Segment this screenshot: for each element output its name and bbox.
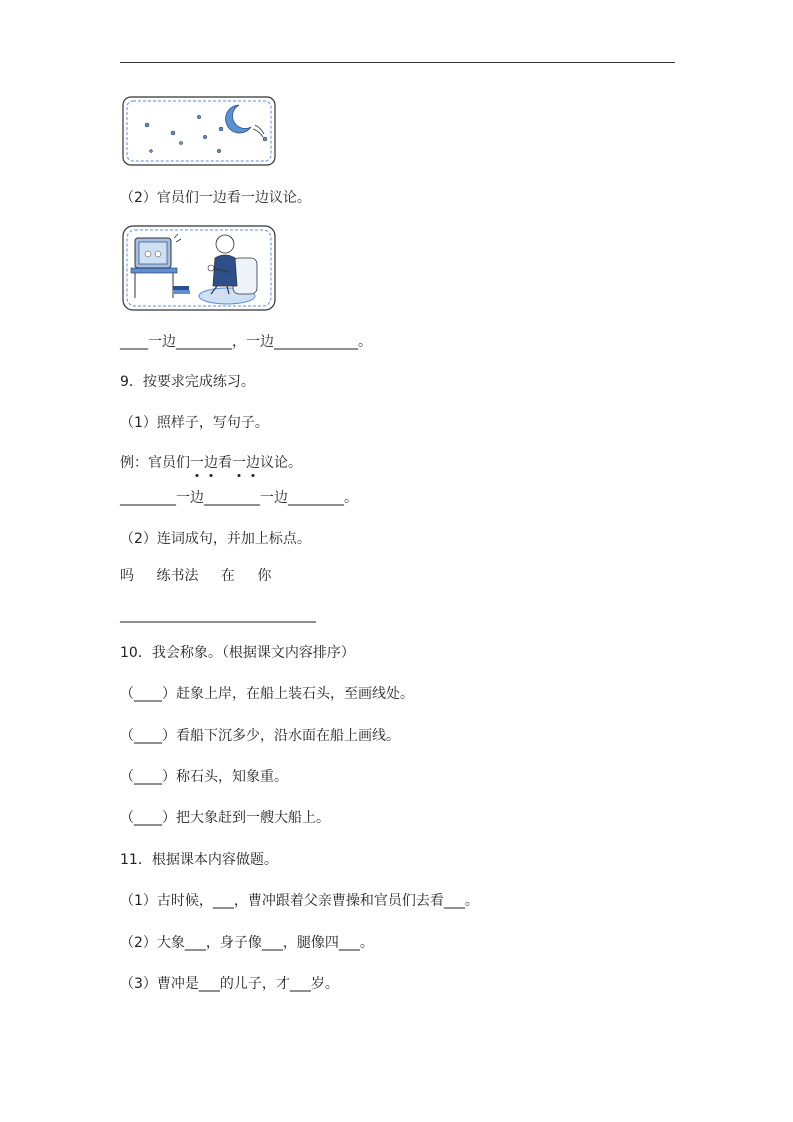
q10-title: 10．我会称象。（根据课文内容排序） bbox=[120, 645, 355, 661]
q11-item: （3）曹冲是___的儿子，才___岁。 bbox=[120, 976, 339, 992]
q11-title: 11．根据课本内容做题。 bbox=[120, 852, 278, 868]
q9-sub2: （2）连词成句，并加上标点。 bbox=[120, 531, 311, 547]
q9-fill-line: ________一边________一边________。 bbox=[120, 490, 358, 506]
knitting-watching-tv-illustration bbox=[121, 224, 277, 316]
example-mark: 一 bbox=[190, 455, 204, 471]
q9-answer-line: ____________________________ bbox=[120, 607, 316, 623]
q9-example bbox=[120, 453, 302, 473]
q11-item: （2）大象___，身子像___，腿像四___。 bbox=[120, 935, 374, 951]
example-mid: 看 bbox=[218, 455, 232, 471]
example-mark: 一 bbox=[232, 455, 246, 471]
example-mark: 边 bbox=[246, 455, 260, 471]
q10-item: （____）称石头，知象重。 bbox=[120, 769, 288, 785]
example-mark: 边 bbox=[204, 455, 218, 471]
example-suffix: 议论。 bbox=[260, 455, 302, 471]
word: 练书法 bbox=[156, 568, 199, 584]
q9-sub1: （1）照样子，写句子。 bbox=[120, 415, 269, 431]
word: 你 bbox=[257, 568, 272, 584]
example-prefix: 例：官员们 bbox=[120, 455, 190, 471]
q10-item: （____）赶象上岸，在船上装石头，至画线处。 bbox=[120, 686, 414, 702]
q10-item: （____）看船下沉多少，沿水面在船上画线。 bbox=[120, 728, 400, 744]
q11-item: （1）古时候，___，曹冲跟着父亲曹操和官员们去看___。 bbox=[120, 893, 479, 909]
word: 吗 bbox=[120, 568, 134, 584]
q8-fill-line: ____一边________，一边____________。 bbox=[120, 334, 372, 350]
night-sky-illustration bbox=[121, 95, 277, 171]
q8-item2-prompt: （2）官员们一边看一边议论。 bbox=[120, 190, 311, 206]
q9-title: 9．按要求完成练习。 bbox=[120, 374, 255, 390]
q9-word-list bbox=[120, 566, 271, 586]
header-rule bbox=[120, 62, 675, 63]
word: 在 bbox=[220, 568, 235, 584]
q10-item: （____）把大象赶到一艘大船上。 bbox=[120, 810, 330, 826]
